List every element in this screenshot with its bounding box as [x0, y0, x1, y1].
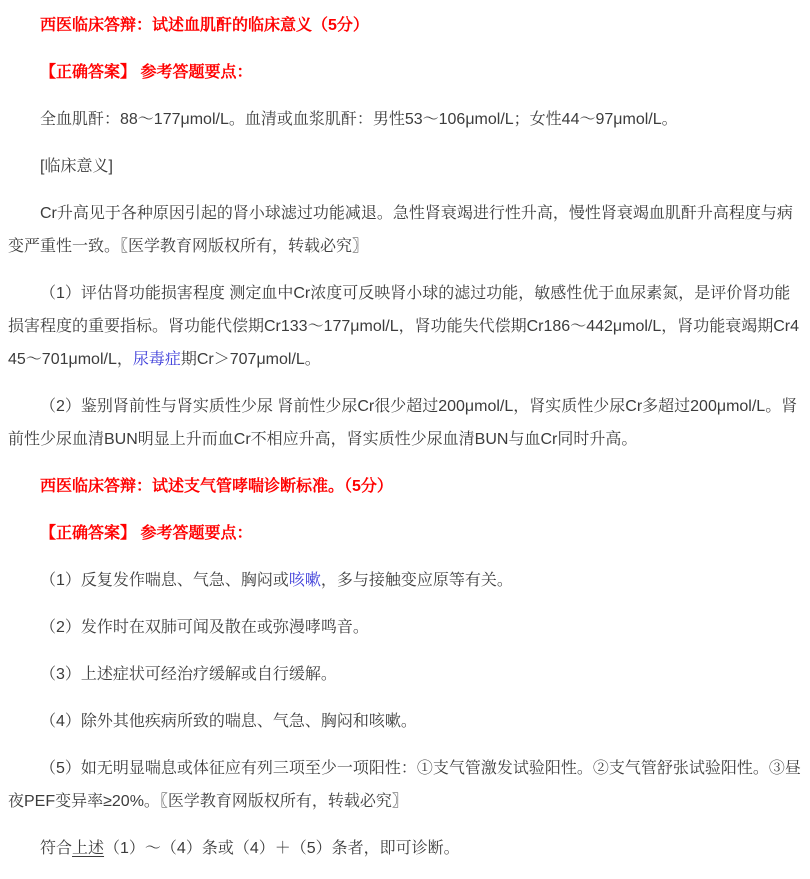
asthma-criterion3-paragraph: （3）上述症状可经治疗缓解或自行缓解。 — [40, 666, 337, 683]
diagnosis-conclusion-paragraph — [8, 832, 802, 865]
asthma-criterion5-paragraph: （5）如无明显喘息或体征应有列三项至少一项阳性：①支气管激发试验阳性。②支气管舒张试验阳性。③昼夜PEF变异率≥20%。〖医学教育网版权所有，转载必究〗 — [8, 760, 801, 810]
asthma-criterion1-text-pre: （1）反复发作喘息、气急、胸闷或 — [40, 572, 289, 589]
asthma-criterion2-paragraph: （2）发作时在双肺可闻及散在或弥漫哮鸣音。 — [40, 619, 369, 636]
question1-heading: 西医临床答辩：试述血肌酐的临床意义（5分） — [40, 17, 369, 34]
cr-elevation-paragraph: Cr升高见于各种原因引起的肾小球滤过功能减退。急性肾衰竭进行性升高，慢性肾衰竭血肌酐升高程度与病变严重性一致。〖医学教育网版权所有，转载必究〗 — [8, 205, 793, 255]
shangshu-keyword[interactable]: 上述 — [72, 840, 105, 857]
asthma-criterion1-paragraph — [8, 564, 802, 597]
asthma-criterion4-paragraph: （4）除外其他疾病所致的喘息、气急、胸闷和咳嗽。 — [40, 713, 417, 730]
question2-heading: 西医临床答辩：试述支气管哮喘诊断标准。（5分） — [40, 478, 393, 495]
creatinine-normal-values-paragraph: 全血肌酐：88～177μmol/L。血清或血浆肌酐：男性53～106μmol/L；女性44～97μmol/L。 — [40, 111, 678, 128]
question1-answer-label: 【正确答案】 参考答题要点： — [40, 64, 253, 81]
conclusion-text-post: （1）～（4）条或（4）＋（5）条者，即可诊断。 — [104, 840, 460, 857]
oliguria-differentiation-paragraph: （2）鉴别肾前性与肾实质性少尿 肾前性少尿Cr很少超过200μmol/L，肾实质性少尿Cr多超过200μmol/L。肾前性少尿血清BUN明显上升而血Cr不相应升高，肾实质性少尿血清BUN与血Cr同时升高。 — [8, 398, 798, 448]
question2-answer-label: 【正确答案】 参考答题要点： — [40, 525, 253, 542]
uremia-link[interactable]: 尿毒症 — [132, 351, 181, 368]
renal-damage-point-paragraph — [8, 277, 802, 376]
asthma-criterion1-text-post: ，多与接触变应原等有关。 — [320, 572, 513, 589]
renal-damage-text-post: 期Cr＞707μmol/L。 — [180, 351, 321, 368]
conclusion-text-pre: 符合 — [40, 840, 73, 857]
renal-damage-text-pre: （1）评估肾功能损害程度 测定血中Cr浓度可反映肾小球的滤过功能，敏感性优于血尿素氮，是评价肾功能损害程度的重要指标。肾功能代偿期Cr133～177μmol/L，肾功能失代偿期Cr186～442μmol/L，肾功能衰竭期Cr445～701μmol/L， — [8, 285, 800, 368]
cough-link[interactable]: 咳嗽 — [288, 572, 321, 589]
clinical-significance-label: [临床意义] — [40, 158, 113, 175]
